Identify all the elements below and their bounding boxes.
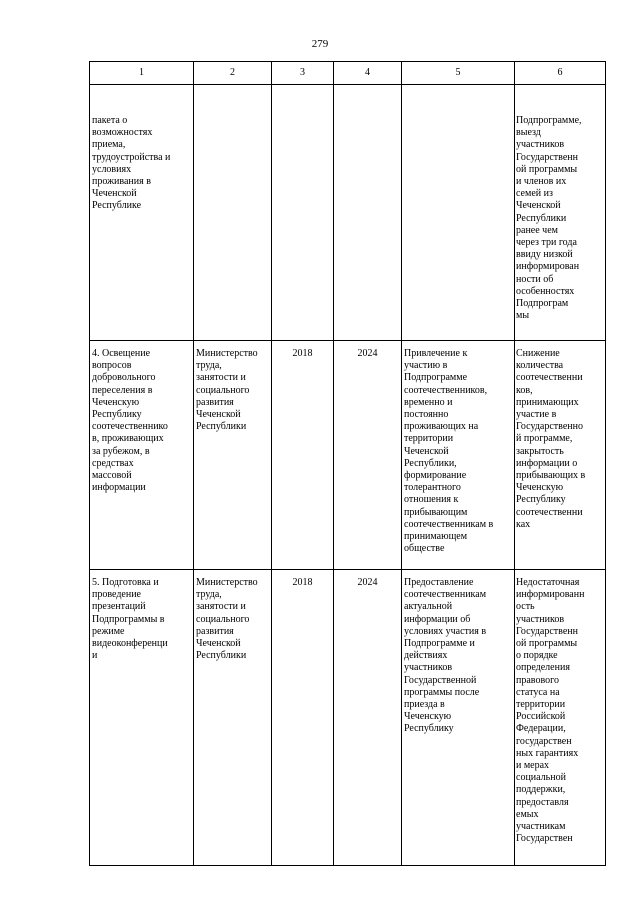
cell-consequences — [515, 341, 606, 570]
cell-text: пакета о возможностях приема, трудоустройства и условиях проживания в Чеченской Республике — [92, 115, 171, 212]
cell-start-year — [272, 570, 334, 866]
cell-end-year — [334, 341, 402, 570]
cell-executor — [194, 341, 272, 570]
table-row — [90, 570, 606, 866]
cell-text: Привлечение к участию в Подпрограмме соотечественников, временно и постоянно проживающих на территории Чеченской Республики, формирование толерантного отношения к прибывающим соотечественникам в принимающем обществе — [404, 348, 494, 555]
cell-measure — [90, 570, 194, 866]
cell-consequences — [515, 85, 606, 341]
cell-text: 2024 — [357, 577, 378, 588]
cell-text: 4. Освещение вопросов добровольного переселения в Чеченскую Республику соотечественнико в, проживающих за рубежом, в средствах массовой информации — [92, 348, 168, 494]
cell-start-year — [272, 341, 334, 570]
header-cell-1: 1 — [90, 62, 194, 85]
cell-measure — [90, 341, 194, 570]
page-number: 279 — [311, 38, 329, 50]
cell-result — [402, 570, 515, 866]
header-cell-3: 3 — [272, 62, 334, 85]
measures-table — [89, 61, 606, 866]
table-row — [90, 341, 606, 570]
header-cell-4: 4 — [334, 62, 402, 85]
cell-text: 2018 — [292, 348, 313, 359]
cell-text: Снижение количества соотечественни ков, принимающих участие в Государственно й программе, закрытость информации о прибывающих в Чеченскую Республику соотечественни ках — [516, 348, 586, 530]
cell-end-year — [334, 85, 402, 341]
cell-text: Министерство труда, занятости и социального развития Чеченской Республики — [196, 348, 258, 433]
cell-consequences — [515, 570, 606, 866]
cell-start-year — [272, 85, 334, 341]
cell-text: Подпрограмме, выезд участников Государственн ой программы и членов их семей из Чеченской Республики ранее чем через три года ввиду низкой информирован ности об особенностях Подпрограм мы — [516, 115, 582, 322]
cell-text: 5. Подготовка и проведение презентаций Подпрограммы в режиме видеоконференци и — [92, 577, 168, 662]
cell-result — [402, 85, 515, 341]
cell-text: Недостаточная информированн ость участников Государственн ой программы о порядке определения правового статуса на территории Российской Федерации, государствен ных гарантиях и мерах социальной поддержки, предоставля емых участникам Государствен — [516, 577, 585, 845]
header-cell-5: 5 — [402, 62, 515, 85]
cell-executor — [194, 570, 272, 866]
cell-text: Министерство труда, занятости и социального развития Чеченской Республики — [196, 577, 258, 662]
cell-result — [402, 341, 515, 570]
header-cell-6: 6 — [515, 62, 606, 85]
cell-measure — [90, 85, 194, 341]
table-row — [90, 85, 606, 341]
cell-text: Предоставление соотечественникам актуальной информации об условиях участия в Подпрограмме и действиях участников Государственной программы после приезда в Чеченскую Республику — [404, 577, 487, 735]
cell-end-year — [334, 570, 402, 866]
cell-text: 2018 — [292, 577, 313, 588]
cell-executor — [194, 85, 272, 341]
header-cell-2: 2 — [194, 62, 272, 85]
header-row — [90, 62, 606, 85]
cell-text: 2024 — [357, 348, 378, 359]
